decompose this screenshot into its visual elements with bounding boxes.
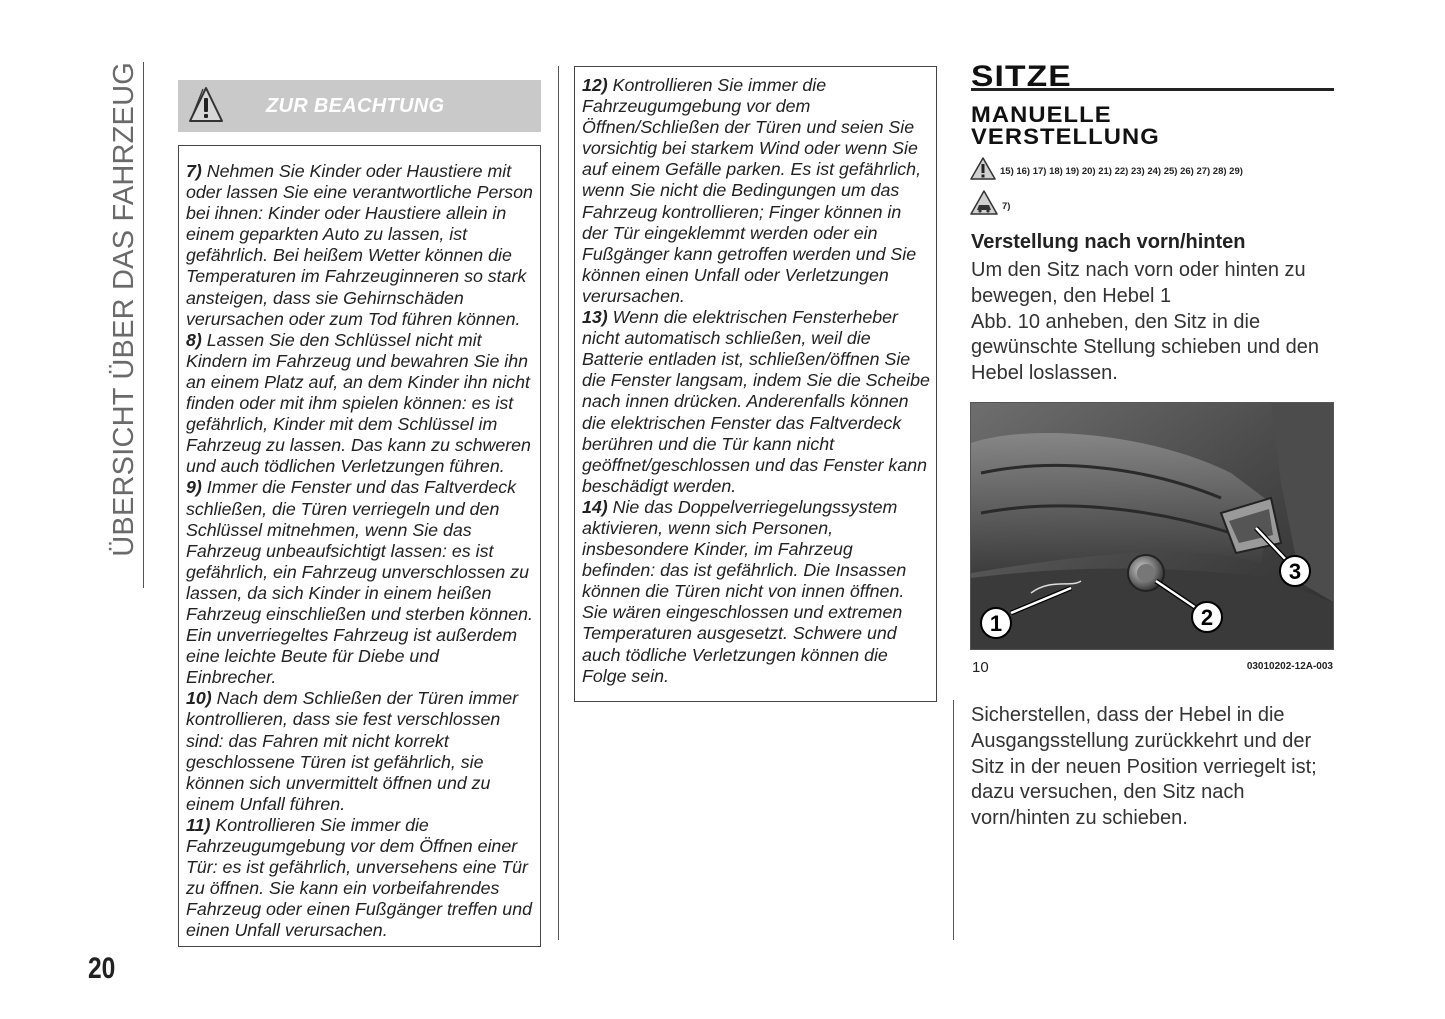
warning-item: 9) Immer die Fenster und das Faltverdeck schließen, die Türen verriegeln und den Schlüssel mitnehmen, wenn Sie das Fahrzeug unbeaufsichtigt lassen: es ist gefährlich, ein Fahrzeug unverschlossen zu lassen, da sich Kinder in einem heißen Fahrzeug einschließen und sterben können. Ein unverriegeltes Fahrzeug ist außerdem eine leichte Beute für Diebe und Einbrecher. (186, 477, 533, 688)
warning-title: ZUR BEACHTUNG (266, 95, 445, 117)
column-divider-2 (953, 700, 954, 940)
subheading: Verstellung nach vorn/hinten (971, 231, 1246, 253)
column-divider-1 (558, 66, 559, 940)
seat-illustration (971, 403, 1334, 650)
page-number: 20 (88, 952, 116, 985)
callout-1 (981, 608, 1011, 638)
caution-refs (970, 190, 1011, 216)
svg-text:1: 1 (989, 611, 1003, 636)
warning-item: 11) Kontrollieren Sie immer die Fahrzeugumgebung vor dem Öffnen einer Tür: es ist gefährlich, unversehens eine Tür zu öffnen. Sie kann ein vorbeifahrendes Fahrzeug oder einen Fußgänger treffen und einen Unfall verursachen. (186, 814, 532, 941)
callout-2 (1192, 602, 1222, 632)
warning-item: 7) Nehmen Sie Kinder oder Haustiere mit oder lassen Sie eine verantwortliche Person bei ihnen: Kinder oder Haustiere allein in einem geparkten Auto zu lassen, ist gefährlich. Bei heißem Wetter können die Temperaturen im Fahrzeuginneren so stark ansteigen, dass sie Gehirnschäden verursachen oder zum Tod führen können. (186, 161, 533, 329)
section-title-rule (971, 88, 1334, 91)
side-title-text: ÜBERSICHT ÜBER DAS FAHRZEUG (108, 62, 140, 557)
paragraph-2: Sicherstellen, dass der Hebel in die Ausgangsstellung zurückkehrt und der Sitz in der neuen Position verriegelt ist; dazu versuchen, den Sitz nach vorn/hinten zu schieben. (971, 704, 1317, 830)
warning-header (178, 80, 541, 132)
warning-item: 8) Lassen Sie den Schlüssel nicht mit Kindern im Fahrzeug und bewahren Sie ihn an einem Platz auf, an dem Kinder ihn nicht finden oder mit ihm spielen können: es ist gefährlich, Kinder mit dem Schlüssel im Fahrzeug zu lassen. Das kann zu schweren und auch tödlichen Verletzungen führen. (186, 329, 531, 477)
caution-car-icon (970, 190, 998, 216)
seat-figure (970, 402, 1334, 650)
callout-3 (1280, 556, 1310, 586)
warning-item: 14) Nie das Doppelverriegelungssystem aktivieren, wenn sich Personen, insbesondere Kinder, im Fahrzeug befinden: das ist gefährlich. Die Insassen können die Türen nicht von innen öffnen. Sie wären eingeschlossen und extremen Temperaturen ausgesetzt. Schwere und auch tödliche Verletzungen können die Folge sein. (582, 496, 907, 686)
figure-number: 10 (972, 659, 989, 676)
caution-refs-text: 7) (1002, 201, 1011, 212)
warning-triangle-icon (970, 157, 996, 181)
svg-text:3: 3 (1288, 559, 1302, 584)
warning-item: 13) Wenn die elektrischen Fensterheber nicht automatisch schließen, weil die Batterie entladen ist, schließen/öffnen Sie die Fenster langsam, indem Sie die Scheibe nach innen drücken. Anderenfalls können die elektrischen Fenster das Faltverdeck berühren und die Tür kann nicht geöffnet/geschlossen und das Fenster kann beschädigt werden. (582, 307, 930, 496)
warning-refs (970, 157, 1243, 183)
side-title (104, 62, 144, 588)
section-title: SITZE (971, 60, 1072, 93)
paragraph-1: Um den Sitz nach vorn oder hinten zu bewegen, den Hebel 1 Abb. 10 anheben, den Sitz in die gewünschte Stellung schieben und den Hebel loslassen. (971, 259, 1320, 385)
svg-text:2: 2 (1200, 605, 1214, 630)
warning-refs-text: 15) 16) 17) 18) 19) 20) 21) 22) 23) 24) 25) 26) 27) 28) 29) (1000, 166, 1243, 177)
warning-item: 10) Nach dem Schließen der Türen immer kontrollieren, dass sie fest verschlossen sind: das Fahren mit nicht korrekt geschlossene Türen ist gefährlich, sie können sich unvermittelt öffnen und zu einem Unfall führen. (186, 688, 519, 814)
figure-code: 03010202-12A-003 (1246, 661, 1333, 672)
section-subtitle: MANUELLE VERSTELLUNG (971, 102, 1160, 149)
warning-item: 12) Kontrollieren Sie immer die Fahrzeugumgebung vor dem Öffnen/Schließen der Türen und seien Sie vorsichtig bei starkem Wind oder wenn Sie auf einem Gefälle parken. Es ist gefährlich, wenn Sie nicht die Bedingungen um das Fahrzeug kontrollieren; Finger können in der Tür eingeklemmt werden oder ein Fußgänger kann getroffen werden und Sie können einen Unfall oder Verletzungen verursachen. (582, 75, 922, 306)
warning-triangle-icon (188, 86, 224, 124)
warning-box-col2 (574, 66, 937, 702)
warning-box-col1 (178, 145, 541, 947)
